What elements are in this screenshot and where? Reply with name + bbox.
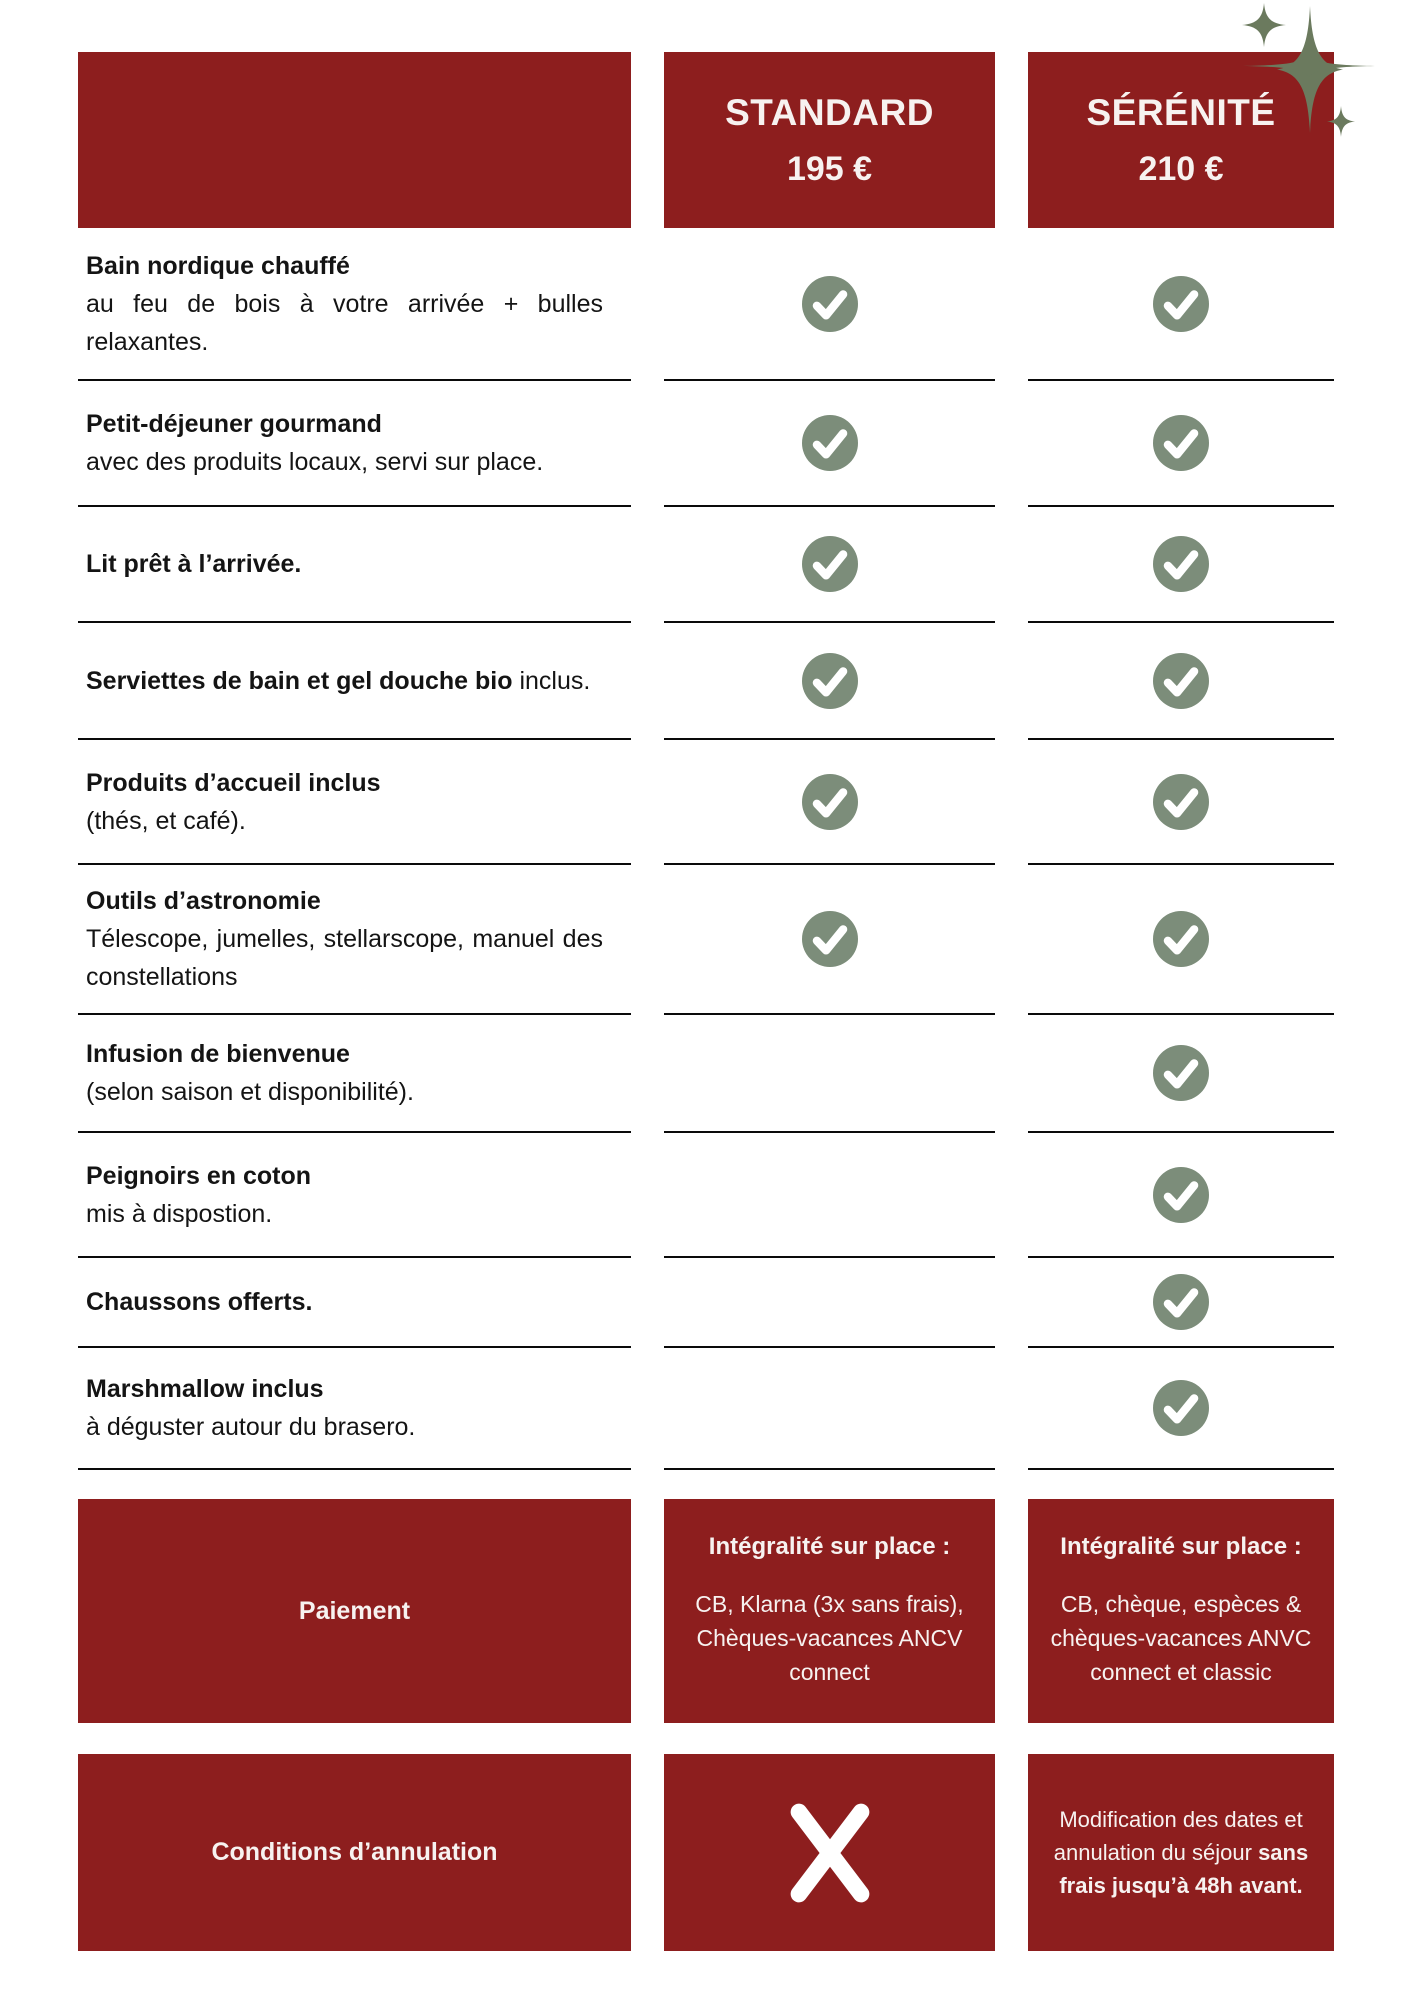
standard-cell: [664, 865, 995, 1015]
serenite-cell: [1028, 1015, 1334, 1133]
standard-cell: [664, 1258, 995, 1348]
check-icon: [1153, 1045, 1209, 1101]
feature-row: [78, 381, 1414, 507]
feature-text-flow: [86, 662, 603, 700]
sparkle-icon: [1327, 106, 1355, 137]
feature-description: inclus.: [519, 666, 591, 695]
cancellation-standard-cell: [664, 1754, 995, 1951]
check-icon: [802, 415, 858, 471]
check-icon: [1153, 536, 1209, 592]
check-icon: [1153, 276, 1209, 332]
feature-row: [78, 507, 1414, 623]
cancellation-serenite-cell: [1028, 1754, 1334, 1951]
check-icon: [802, 774, 858, 830]
feature-description: au feu de bois à votre arrivée + bulles relaxantes.: [86, 289, 603, 356]
serenite-cell: [1028, 228, 1334, 381]
serenite-cell: [1028, 1348, 1334, 1470]
serenite-cell: [1028, 507, 1334, 623]
feature-row: [78, 1348, 1414, 1470]
feature-row: [78, 1258, 1414, 1348]
feature-row: [78, 1015, 1414, 1133]
feature-text: [78, 740, 631, 865]
feature-title: Peignoirs en coton: [86, 1161, 312, 1190]
header-blank-cell: [78, 52, 631, 228]
feature-description: à déguster autour du brasero.: [86, 1413, 416, 1441]
table-header-row: [78, 52, 1414, 228]
standard-cell: [664, 381, 995, 507]
feature-row: [78, 228, 1414, 381]
feature-row: [78, 865, 1414, 1015]
check-icon: [1153, 1274, 1209, 1330]
feature-text: [78, 1015, 631, 1133]
feature-title: Marshmallow inclus: [86, 1375, 324, 1403]
plan-price: 210 €: [1138, 149, 1224, 188]
payment-serenite-cell: [1028, 1499, 1334, 1723]
serenite-cell: [1028, 865, 1334, 1015]
feature-title: Outils d’astronomie: [86, 887, 321, 915]
feature-description: avec des produits locaux, servi sur place.: [86, 448, 544, 476]
feature-description: (thés, et café).: [86, 806, 246, 835]
serenite-cell: [1028, 381, 1334, 507]
feature-text: [78, 507, 631, 623]
feature-text: [78, 1258, 631, 1348]
x-mark-icon: [774, 1792, 886, 1914]
standard-cell: [664, 228, 995, 381]
serenite-cell: [1028, 1133, 1334, 1258]
header-standard: [664, 52, 995, 228]
payment-heading: Intégralité sur place :: [1060, 1533, 1302, 1560]
check-icon: [1153, 653, 1209, 709]
payment-row: [78, 1499, 1414, 1723]
check-icon: [802, 653, 858, 709]
check-icon: [1153, 1380, 1209, 1436]
cancellation-text: Modification des dates et annulation du séjour sans frais jusqu’à 48h avant.: [1053, 1807, 1309, 1898]
feature-text: [78, 623, 631, 740]
check-icon: [1153, 911, 1209, 967]
check-icon: [1153, 415, 1209, 471]
feature-title: Infusion de bienvenue: [86, 1040, 350, 1068]
feature-title: Serviettes de bain et gel douche bio: [86, 666, 513, 695]
feature-row: [78, 1133, 1414, 1258]
feature-title: Lit prêt à l’arrivée.: [86, 550, 302, 578]
feature-text: [78, 1348, 631, 1470]
payment-body: CB, Klarna (3x sans frais), Chèques-vacances ANCV connect: [695, 1591, 964, 1685]
feature-title: Bain nordique chauffé: [86, 251, 350, 280]
standard-cell: [664, 623, 995, 740]
feature-row: [78, 623, 1414, 740]
serenite-cell: [1028, 1258, 1334, 1348]
payment-row-label-cell: [78, 1499, 631, 1723]
feature-title: Chaussons offerts.: [86, 1288, 313, 1316]
cancellation-row: [78, 1754, 1414, 1951]
check-icon: [802, 536, 858, 592]
standard-cell: [664, 1348, 995, 1470]
plan-name: SÉRÉNITÉ: [1086, 91, 1276, 133]
standard-cell: [664, 740, 995, 865]
plan-price: 195 €: [786, 149, 873, 188]
feature-description: mis à dispostion.: [86, 1199, 273, 1228]
check-icon: [1153, 774, 1209, 830]
plan-name: STANDARD: [725, 91, 934, 133]
feature-text: [78, 228, 631, 381]
payment-standard-cell: [664, 1499, 995, 1723]
check-icon: [802, 911, 858, 967]
feature-text: [78, 865, 631, 1015]
feature-text: [78, 1133, 631, 1258]
row-label: Paiement: [298, 1596, 411, 1625]
row-label: Conditions d’annulation: [211, 1838, 498, 1866]
sparkle-icon: [1243, 54, 1375, 78]
payment-body: CB, chèque, espèces & chèques-vacances ANVC connect et classic: [1050, 1591, 1312, 1685]
feature-text: [78, 381, 631, 507]
feature-description: Télescope, jumelles, stellarscope, manuel des constellations: [86, 925, 603, 991]
standard-cell: [664, 507, 995, 623]
standard-cell: [664, 1133, 995, 1258]
feature-description: (selon saison et disponibilité).: [86, 1078, 414, 1106]
serenite-cell: [1028, 740, 1334, 865]
feature-title: Petit-déjeuner gourmand: [86, 410, 382, 438]
serenite-cell: [1028, 623, 1334, 740]
feature-title: Produits d’accueil inclus: [86, 768, 381, 797]
payment-heading: Intégralité sur place :: [708, 1533, 951, 1560]
cancellation-row-label-cell: [78, 1754, 631, 1951]
check-icon: [802, 276, 858, 332]
feature-row: [78, 740, 1414, 865]
standard-cell: [664, 1015, 995, 1133]
check-icon: [1153, 1167, 1209, 1223]
